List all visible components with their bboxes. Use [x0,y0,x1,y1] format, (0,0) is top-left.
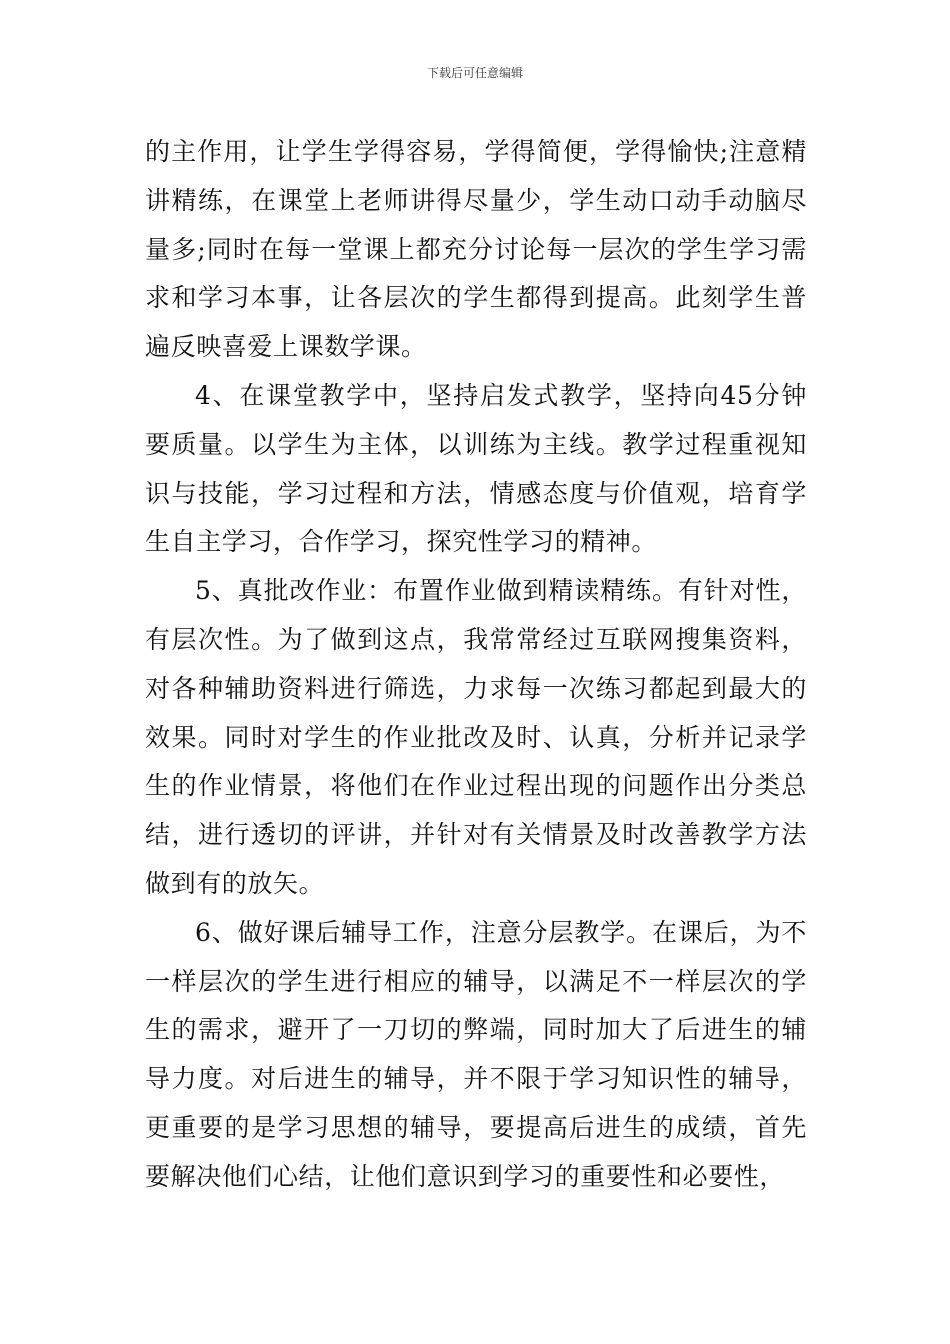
document-body [145,128,807,1202]
paragraph-item-6: 6、做好课后辅导工作，注意分层教学。在课后，为不一样层次的学生进行相应的辅导，以满足不一样层次的学生的需求，避开了一刀切的弊端，同时加大了后进生的辅导力度。对后进生的辅导，并不限于学习知识性的辅导，更重要的是学习思想的辅导，要提高后进生的成绩，首先要解决他们心结，让他们意识到学习的重要性和必要性， [145,917,807,1191]
page-header: 下载后可任意编辑 [426,66,523,80]
paragraph-item-5: 5、真批改作业：布置作业做到精读精练。有针对性，有层次性。为了做到这点，我常常经过互联网搜集资料，对各种辅助资料进行筛选，力求每一次练习都起到最大的效果。同时对学生的作业批改及时、认真，分析并记录学生的作业情景，将他们在作业过程出现的问题作出分类总结，进行透切的评讲，并针对有关情景及时改善教学方法做到有的放矢。 [145,576,807,898]
paragraph-item-4: 4、在课堂教学中，坚持启发式教学，坚持向45分钟要质量。以学生为主体，以训练为主线。教学过程重视知识与技能，学习过程和方法，情感态度与价值观，培育学生自主学习，合作学习，探究性学习的精神。 [145,380,807,557]
paragraph-continuation: 的主作用，让学生学得容易，学得简便，学得愉快;注意精讲精练，在课堂上老师讲得尽量少，学生动口动手动脑尽量多;同时在每一堂课上都充分讨论每一层次的学生学习需求和学习本事，让各层次的学生都得到提高。此刻学生普遍反映喜爱上课数学课。 [145,137,807,362]
